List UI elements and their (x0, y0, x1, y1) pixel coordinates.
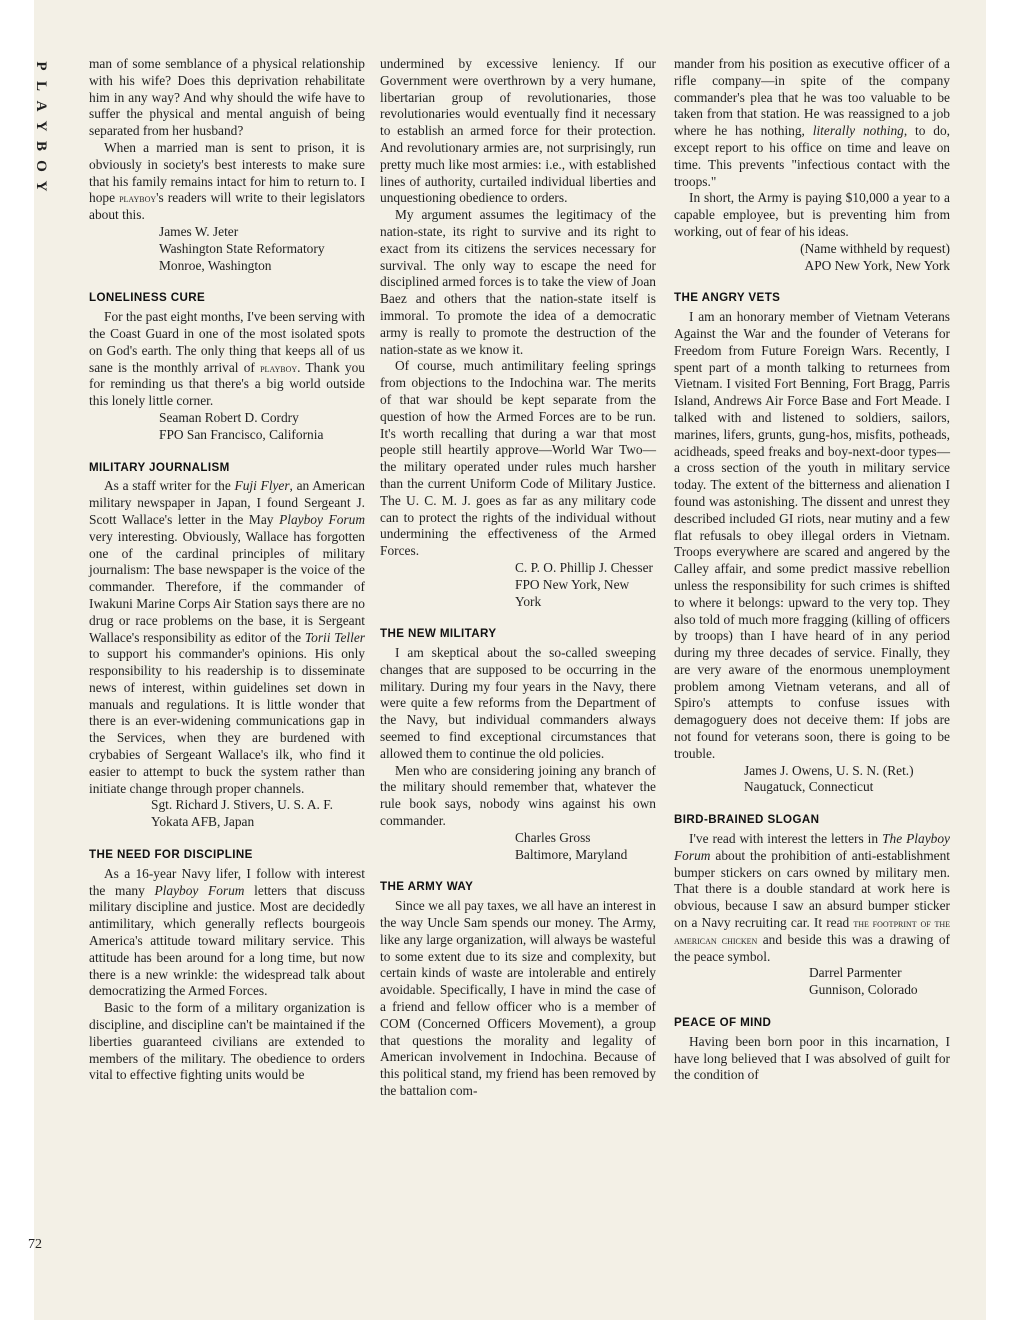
paragraph: Having been born poor in this incarnation, I have long believed that I was absolved of guilt for the condition of (674, 1033, 950, 1083)
publication-title: Playboy Forum (154, 882, 245, 898)
signature: Darrel Parmenter Gunnison, Colorado (809, 965, 918, 998)
signature: C. P. O. Phillip J. Chesser FPO New York, New York (515, 559, 654, 609)
magazine-page (28, 0, 986, 1320)
magazine-name-vertical (30, 56, 52, 196)
publication-title: The Playboy Forum (674, 831, 950, 863)
paragraph: Basic to the form of a military organization is discipline, and discipline can't be maintained if the liberties guaranteed civilians are extended to members of the military. The obedience to orders vital to effective fighting units would be (89, 1000, 365, 1083)
magazine-mention: playboy (119, 191, 157, 206)
paragraph: mander from his position as executive officer of a rifle company—in spite of the company commander's plea that he was too valuable to be taken from that station. He was reassigned to a job where he has nothing, literally nothing, to do, except report to his office on time and leave on time. This prevents "infectious contact with the troops." (674, 56, 951, 189)
column-1 (89, 56, 365, 1306)
paragraph: man of some semblance of a physical relationship with his wife? Does this deprivation rehabilitate him in any way? And why should the wife have to suffer the physical and mental anguish of being separated from her husband? (89, 56, 365, 139)
magazine-letter: L (33, 80, 49, 91)
section-heading: THE ANGRY VETS (674, 291, 781, 305)
paragraph: I've read with interest the letters in The Playboy Forum about the prohibition of anti-establishment bumper stickers on cars owned by military men. That there is a double standard at work here is obvious, because I saw an absurd bumper sticker on a Navy recruiting car. It read the footprint of the american chicken and beside this was a drawing of the peace symbol. (674, 831, 950, 964)
section-heading: THE ARMY WAY (380, 880, 474, 894)
column-3 (674, 56, 950, 1306)
magazine-letter: Y (33, 120, 49, 132)
signature: (Name withheld by request) APO New York, New York (800, 240, 950, 273)
section-heading: LONELINESS CURE (89, 291, 206, 305)
publication-title: Playboy Forum (279, 511, 365, 527)
publication-title: Torii Teller (304, 629, 366, 645)
signature: Charles Gross Baltimore, Maryland (515, 829, 628, 862)
magazine-letter: Y (33, 180, 49, 192)
paragraph: I am skeptical about the so-called sweeping changes that are supposed to be occurring in the military. During my four years in the Navy, there were quite a few reforms from the Department of the Navy, but individual commanders always seemed to find exceptional circumstances that allowed them to continue the old policies. (380, 645, 656, 761)
signature: James W. Jeter Washington State Reformatory Monroe, Washington (159, 223, 325, 273)
paragraph: For the past eight months, I've been serving with the Coast Guard in one of the most isolated spots on God's earth. The only thing that keeps all of us sane is the monthly arrival of playboy. Thank you for reminding us that there's a big world outside this lonely little corner. (89, 309, 365, 409)
section-heading: THE NEED FOR DISCIPLINE (89, 848, 253, 862)
section-heading: MILITARY JOURNALISM (89, 460, 230, 474)
paragraph: Men who are considering joining any branch of the military should remember that, whatever the rule book says, nobody wins against his own commander. (380, 762, 656, 829)
paragraph: Since we all pay taxes, we all have an interest in the way Uncle Sam spends our money. The Army, like any large organization, will always be wasteful to some extent due to its size and complexity, but certain kinds of waste are intolerable and entirely avoidable. Specifically, I have in mind the case of a friend and fellow officer who is a member of COM (Concerned Officers Movement), a group that questions the morality and legality of American involvement in Indochina. Because of this political stand, my friend has been removed by the battalion com- (380, 898, 656, 1099)
paragraph: In short, the Army is paying $10,000 a year to a capable employee, but is preventing him from working, out of fear of his ideas. (674, 190, 950, 239)
paragraph: As a staff writer for the Fuji Flyer, an American military newspaper in Japan, I found Sergeant J. Scott Wallace's letter in the May Playboy Forum very interesting. Obviously, Wallace has forgotten one of the cardinal principles of military journalism: The base newspaper is the voice of the commander. Therefore, if the commander of Iwakuni Marine Corps Air Station says there are no drug or race problems on the base, it is Sergeant Wallace's responsibility as editor of the Torii Teller to support his commander's opinions. His only responsibility to his readership is to disseminate news of interest, within guidelines set down in manuals and regulations. It is little wonder that there is an ever-widening communications gap in the Services, when they are burdened with crybabies of Sergeant Wallace's ilk, who find it easier to attempt to buck the system rather than initiate change through proper channels. (89, 478, 366, 796)
paragraph: I am an honorary member of Vietnam Veterans Against the War and the founder of Veterans for Freedom from Future Foreign Wars. Recently, I spent part of a month talking to returnees from Vietnam. I visited Fort Benning, Fort Bragg, Parris Island, Andrews Air Force Base and Fort Meade. I talked with and listened to soldiers, sailors, marines, lifers, grunts, gung-hos, misfits, potheads, acidheads, speed freaks and boy-next-door types—a cross section of the youth in military service today. The extent of the bitterness and alienation I found was astonishing. The dissent and unrest they described included GI riots, near mutiny and a few flat refusals to obey illegal orders in Vietnam. Troops everywhere are scared and angered by the Calley affair, and some predict massive rebellion unless the responsibility for such crimes is shifted to where it belongs: upward to the very top. They also told of much more fragging (killing of officers by troops) than I have heard of in any period during my three decades of service. Finally, they are very aware of the enormous unemployment problem among Vietnam veterans, and all of Spiro's attempts to confuse issues with demagoguery does not deceive them: If jobs are not found for veterans soon, there is going to be trouble. (674, 309, 950, 761)
signature: Seaman Robert D. Cordry FPO San Francisco, California (159, 409, 324, 442)
paragraph: undermined by excessive leniency. If our Government were overthrown by a very humane, libertarian group of revolutionaries, those revolutionaries would eventually find it necessary to establish an armed force for their protection. And revolutionary armies are, not surprisingly, run pretty much like most armies: i.e., with established lines of authority, curtailed individual liberties and unquestioning obedience to orders. (380, 56, 656, 206)
paragraph: My argument assumes the legitimacy of the nation-state, its right to survive and its right to exact from its citizens the services necessary for survival. The only way to escape the need for disciplined armed forces is to take the view of Joan Baez and others that the nation-state itself is immoral. To promote the idea of a democratic army is really to promote the destruction of the nation-state as we know it. (380, 207, 656, 357)
magazine-mention: playboy (260, 360, 298, 375)
signature: James J. Owens, U. S. N. (Ret.) Naugatuck, Connecticut (744, 762, 914, 795)
slogan: the footprint of the american chicken (674, 916, 950, 947)
paragraph: When a married man is sent to prison, it is obviously in society's best interests to make sure that his family remains intact for him to return to. I hope playboy's readers will write to their legislators about this. (89, 139, 365, 223)
magazine-letter: A (33, 100, 49, 112)
page-number: 72 (28, 1237, 42, 1252)
paragraph: As a 16-year Navy lifer, I follow with interest the many Playboy Forum letters that discuss military discipline and justice. Most are decidedly antimilitary, which generally reflects bourgeois America's attitude toward military service. This attitude has been around for a long time, but now there is a new wrinkle: the widespread talk about democratizing the Armed Forces. (89, 865, 366, 999)
paragraph: Of course, much antimilitary feeling springs from objections to the Indochina war. The merits of that war should be kept separate from the question of how the Armed Forces are to be run. It's worth recalling that during a war that most people still heartily approve—World War Two—the military operated under rules much harsher than the current Uniform Code of Military Justice. The U. C. M. J. goes as far as any military code can to protect the rights of the individual without undermining the effectiveness of the Armed Forces. (380, 358, 656, 559)
magazine-letter: P (33, 61, 49, 71)
section-heading: BIRD-BRAINED SLOGAN (674, 813, 820, 827)
column-2 (380, 56, 656, 1306)
magazine-letter: O (33, 160, 49, 172)
publication-title: Fuji Flyer (234, 478, 290, 494)
magazine-letter: B (33, 140, 49, 151)
signature: Sgt. Richard J. Stivers, U. S. A. F. Yokata AFB, Japan (151, 797, 333, 830)
section-heading: PEACE OF MIND (674, 1016, 772, 1030)
section-heading: THE NEW MILITARY (380, 627, 497, 641)
emphasis: literally nothing (812, 123, 904, 139)
